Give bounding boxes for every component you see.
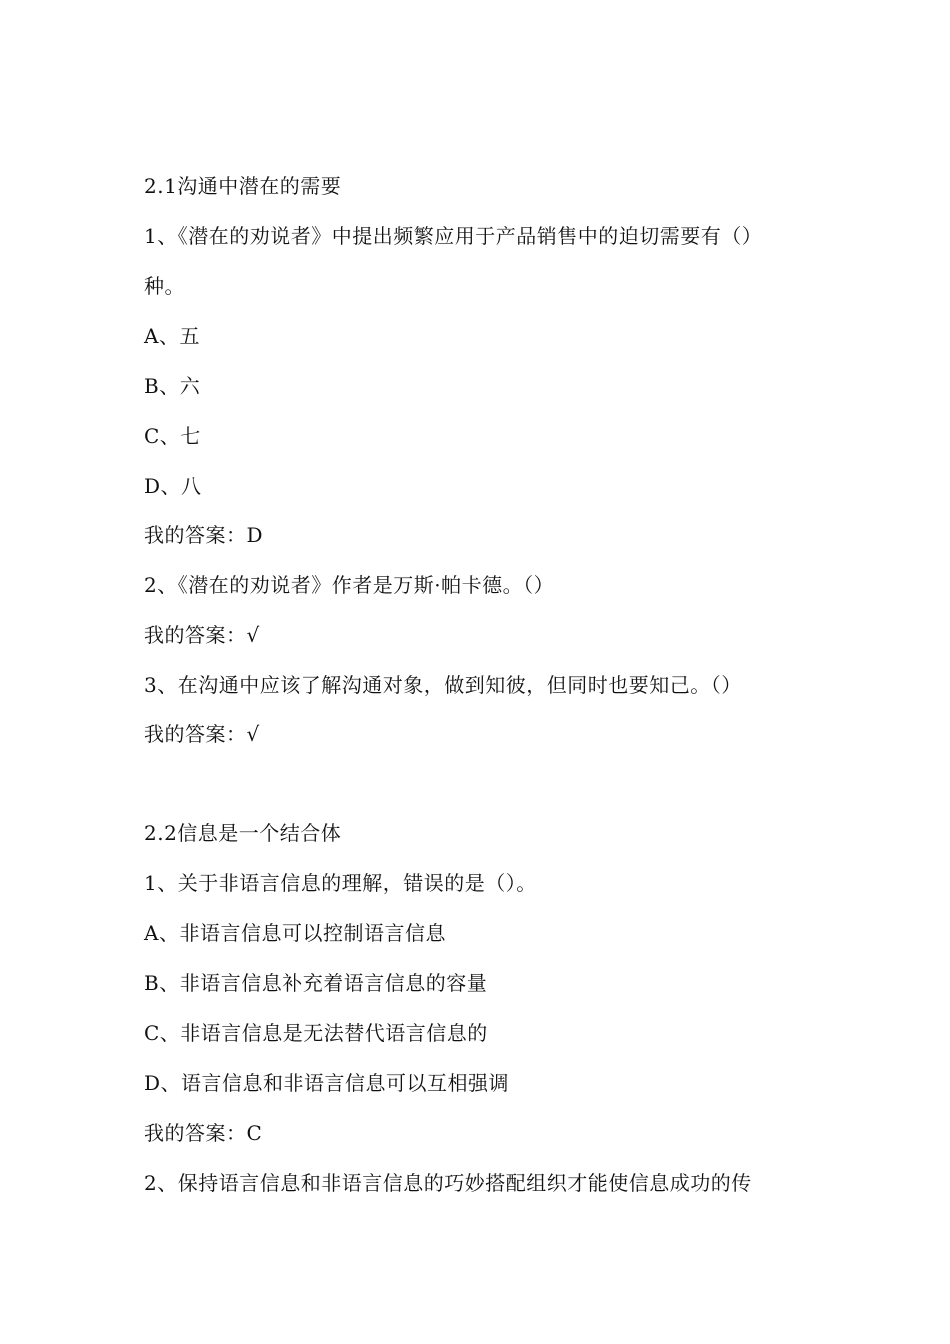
question-text: 2、保持语言信息和非语言信息的巧妙搭配组织才能使信息成功的传 (144, 1171, 752, 1195)
option-a: A、五 (144, 324, 200, 348)
section-heading: 2.2信息是一个结合体 (144, 821, 342, 845)
question-text: 3、在沟通中应该了解沟通对象，做到知彼，但同时也要知己。（） (144, 673, 742, 697)
section-heading: 2.1沟通中潜在的需要 (144, 174, 342, 198)
option-d: D、八 (144, 474, 202, 498)
question-text-continued: 种。 (144, 274, 185, 298)
option-b: B、六 (144, 374, 201, 398)
question-text: 1、《潜在的劝说者》中提出频繁应用于产品销售中的迫切需要有（） (144, 224, 763, 248)
question-text: 2、《潜在的劝说者》作者是万斯·帕卡德。（） (144, 573, 555, 597)
my-answer: 我的答案：C (144, 1121, 263, 1145)
my-answer: 我的答案：√ (144, 623, 260, 647)
my-answer: 我的答案：D (144, 523, 264, 547)
question-text: 1、关于非语言信息的理解，错误的是（）。 (144, 871, 537, 895)
option-d: D、语言信息和非语言信息可以互相强调 (144, 1071, 510, 1095)
option-b: B、非语言信息补充着语言信息的容量 (144, 971, 488, 995)
option-c: C、七 (144, 424, 201, 448)
option-a: A、非语言信息可以控制语言信息 (144, 921, 446, 945)
my-answer: 我的答案：√ (144, 722, 260, 746)
option-c: C、非语言信息是无法替代语言信息的 (144, 1021, 488, 1045)
